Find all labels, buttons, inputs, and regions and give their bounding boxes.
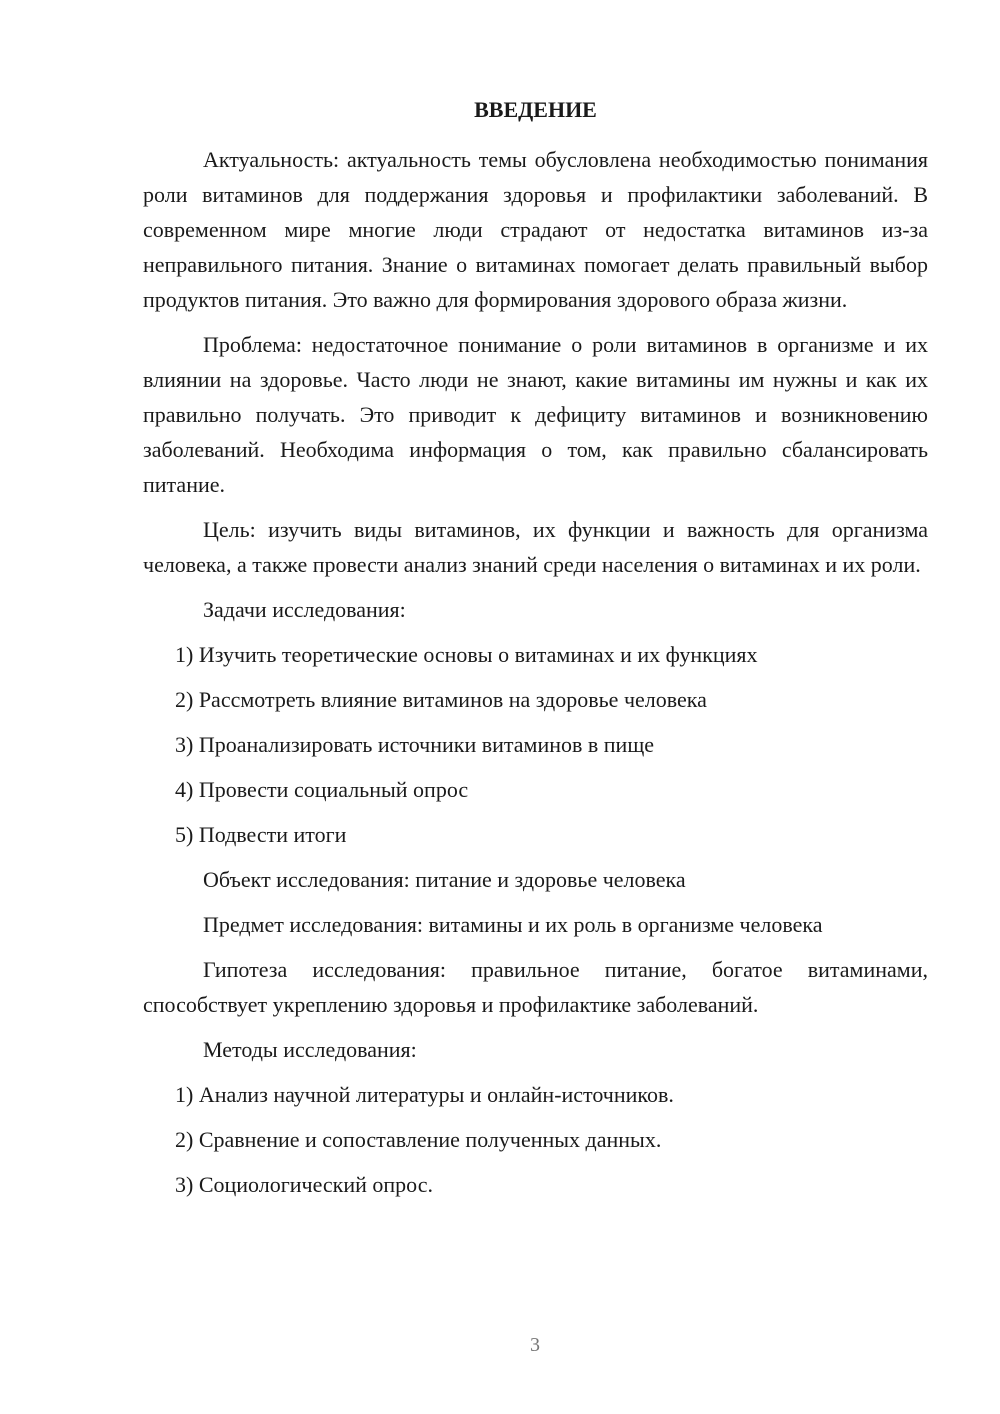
method-item: 3) Социологический опрос.: [175, 1172, 433, 1197]
method-item: 1) Анализ научной литературы и онлайн-источников.: [175, 1082, 674, 1107]
research-object: Объект исследования: питание и здоровье человека: [203, 867, 686, 892]
goal-paragraph: Цель: изучить виды витаминов, их функции и важность для организма человека, а также провести анализ знаний среди населения о витаминах и их роли.: [143, 517, 928, 577]
task-item: 2) Рассмотреть влияние витаминов на здоровье человека: [175, 687, 707, 712]
method-item: 2) Сравнение и сопоставление полученных данных.: [175, 1127, 662, 1152]
page-number: 3: [530, 1334, 540, 1356]
research-subject: Предмет исследования: витамины и их роль в организме человека: [203, 912, 823, 937]
tasks-heading: Задачи исследования:: [203, 597, 406, 622]
page-title: ВВЕДЕНИЕ: [474, 97, 597, 122]
task-item: 1) Изучить теоретические основы о витаминах и их функциях: [175, 642, 758, 667]
hypothesis-paragraph: Гипотеза исследования: правильное питание, богатое витаминами, способствует укреплению здоровья и профилактике заболеваний.: [143, 957, 928, 1017]
task-item: 4) Провести социальный опрос: [175, 777, 469, 802]
problem-paragraph: Проблема: недостаточное понимание о роли витаминов в организме и их влиянии на здоровье. Часто люди не знают, какие витамины им нужны и как их правильно получать. Это приводит к дефициту витаминов и возникновению заболеваний. Необходима информация о том, как правильно сбалансировать питание.: [143, 332, 928, 497]
methods-heading: Методы исследования:: [203, 1037, 417, 1062]
relevance-paragraph: Актуальность: актуальность темы обусловлена необходимостью понимания роли витаминов для поддержания здоровья и профилактики заболеваний. В современном мире многие люди страдают от недостатка витаминов из-за неправильного питания. Знание о витаминах помогает делать правильный выбор продуктов питания. Это важно для формирования здорового образа жизни.: [143, 147, 928, 312]
task-item: 5) Подвести итоги: [175, 822, 347, 847]
task-item: 3) Проанализировать источники витаминов в пище: [175, 732, 655, 757]
page-body: [143, 142, 928, 1212]
